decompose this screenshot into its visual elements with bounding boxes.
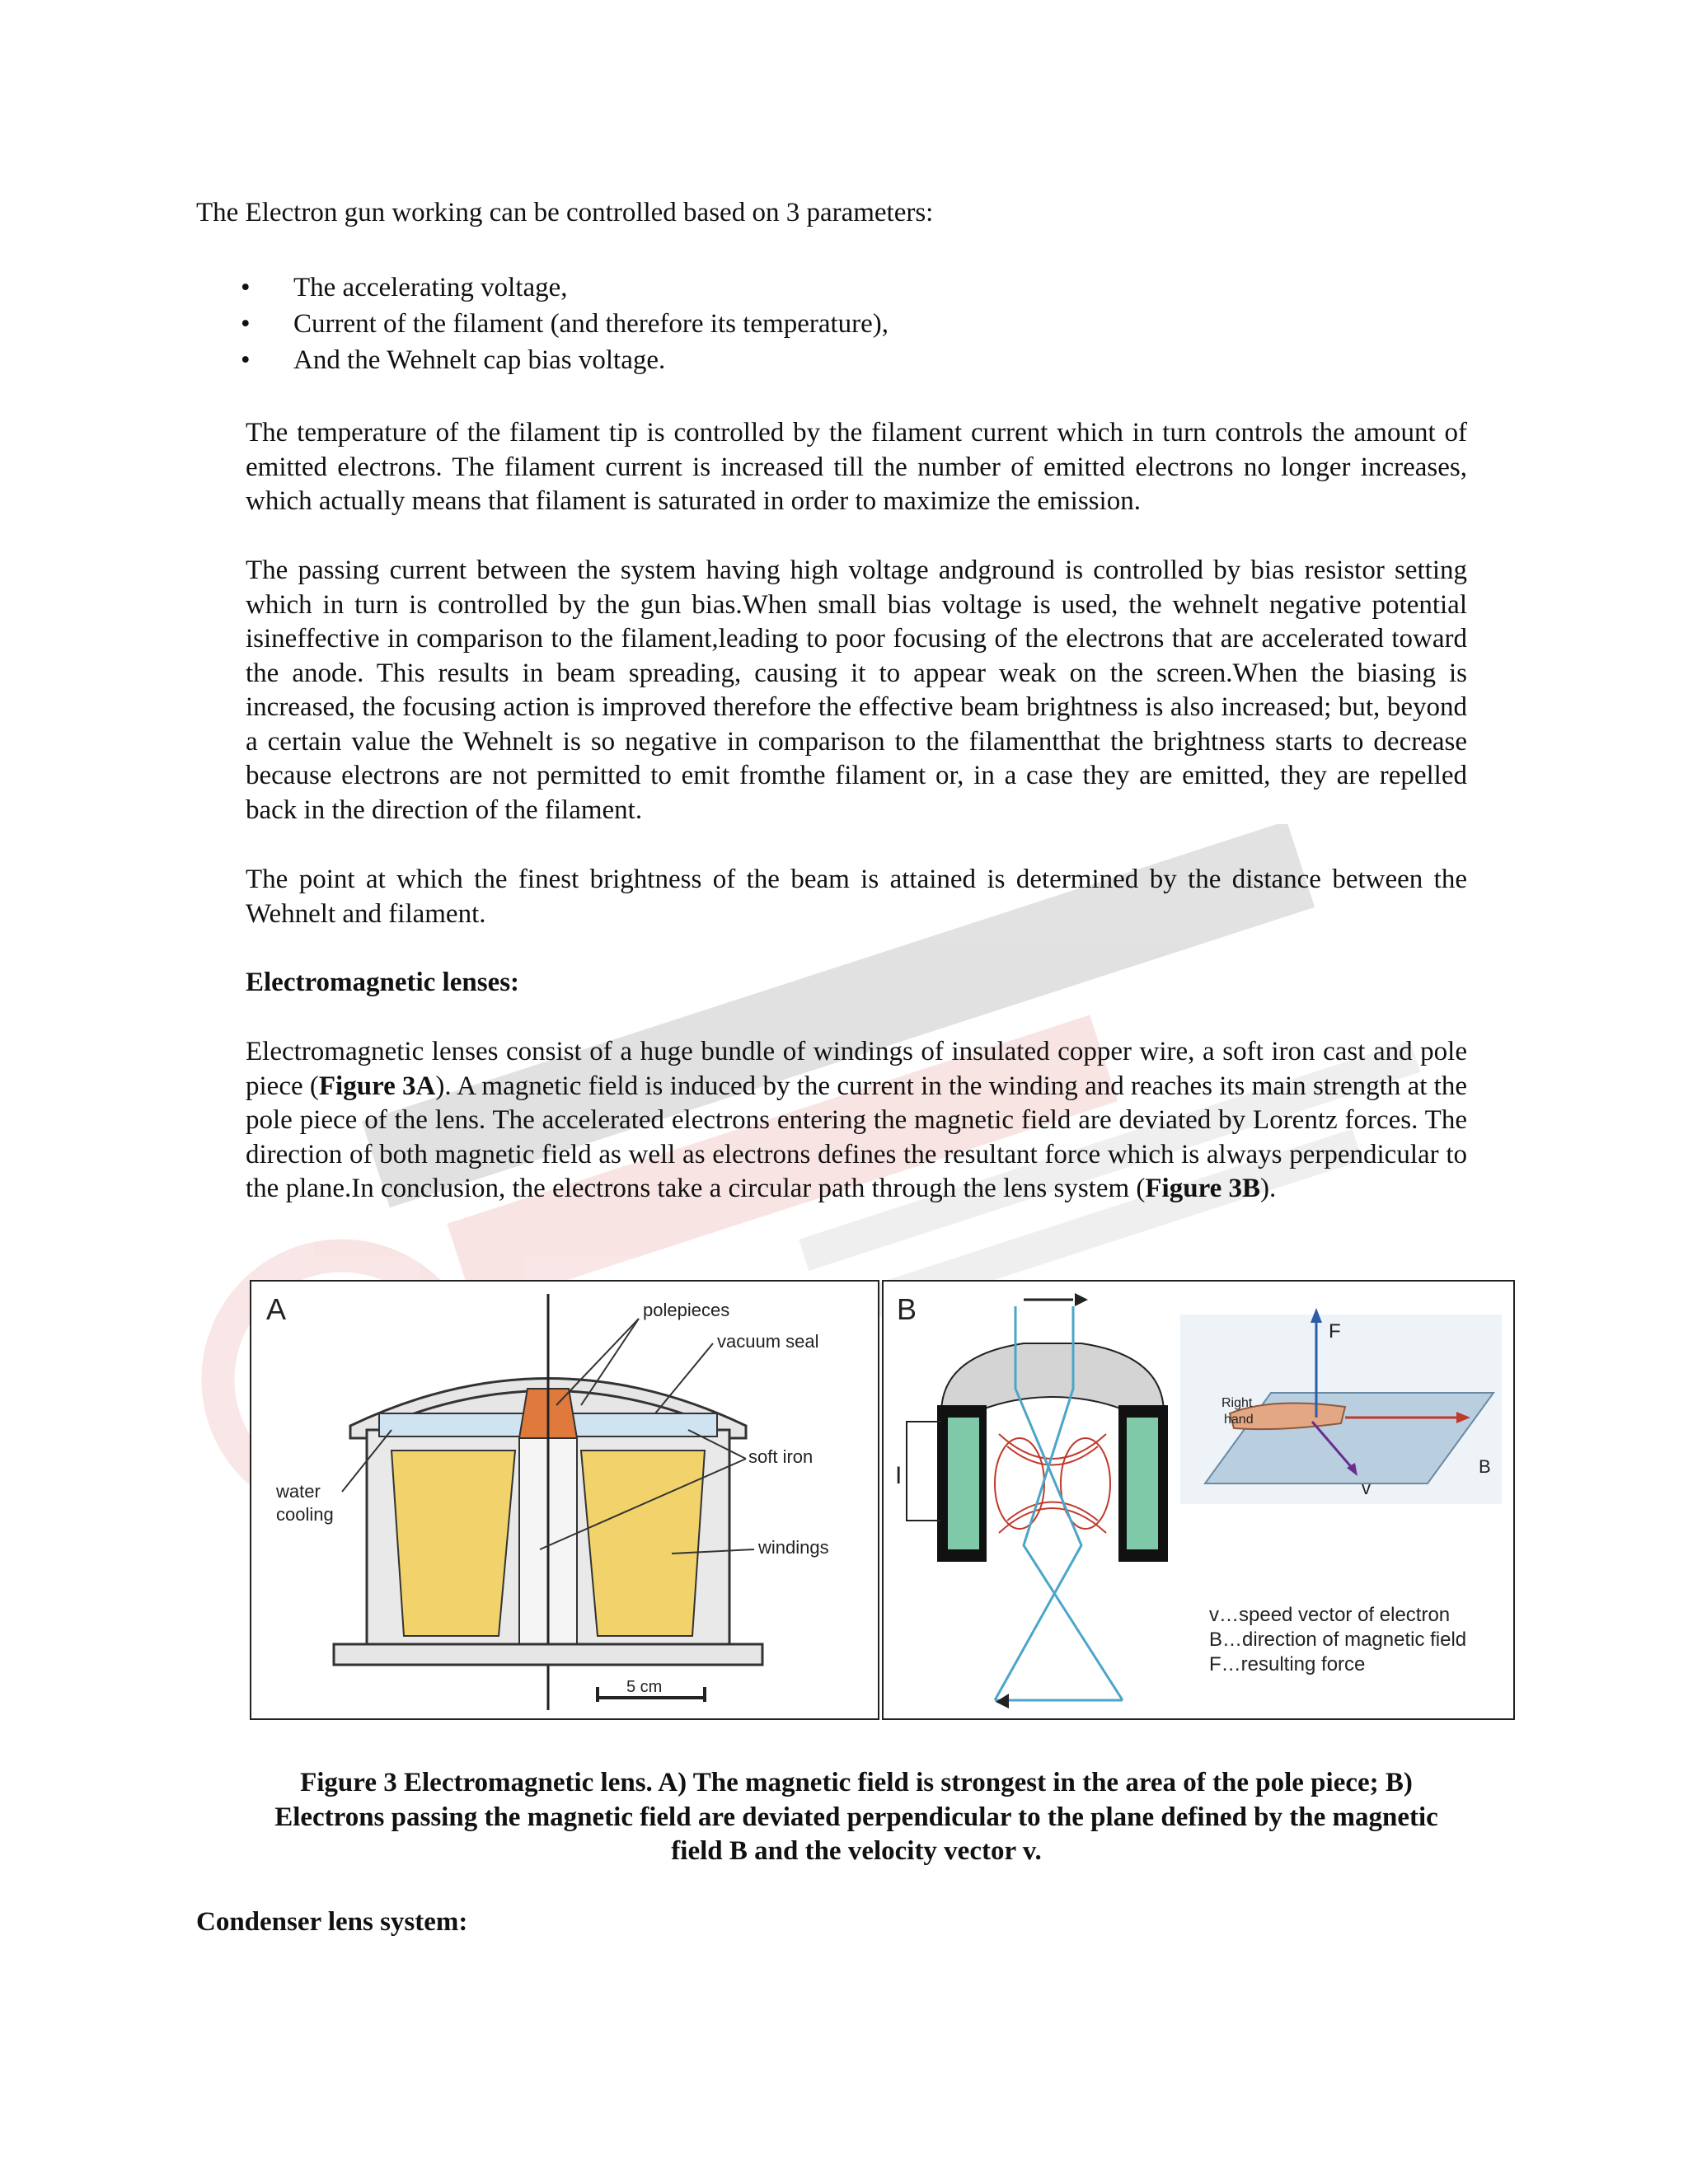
figure-3b — [882, 1280, 1515, 1720]
legend-item-velocity: v…speed vector of electron — [1209, 1604, 1451, 1626]
heading-condenser-lens-system: Condenser lens system: — [196, 1907, 468, 1937]
label-cooling: cooling — [276, 1504, 334, 1525]
current-circuit — [907, 1422, 941, 1521]
intro-text: The Electron gun working can be controlled based on 3 parameters: — [196, 198, 934, 227]
figure-ref-3b: Figure 3B — [1145, 1174, 1261, 1203]
list-item: • The accelerating voltage, — [196, 269, 1432, 306]
windings-right — [581, 1451, 705, 1636]
field-lines — [995, 1434, 1110, 1533]
label-hand: hand — [1224, 1413, 1254, 1427]
coil-left — [948, 1418, 979, 1549]
label-scale: 5 cm — [626, 1678, 663, 1696]
bullet-icon: • — [241, 309, 251, 339]
legend-item-force: F…resulting force — [1209, 1653, 1366, 1675]
figure-caption: Figure 3 Electromagnetic lens. A) The magnetic field is strongest in the area of the pole piece; B) Electrons passing the magnetic field are deviated perpendicular to the plane defined by the magnetic field B and the velocity vector v. — [274, 1768, 1438, 1866]
lens-field-diagram — [884, 1282, 1513, 1718]
windings-left — [392, 1451, 515, 1636]
label-right: Right — [1221, 1396, 1253, 1410]
label-vacuum-seal: vacuum seal — [717, 1331, 819, 1352]
paragraph-electromagnetic-lenses: Electromagnetic lenses consist of a huge bundle of windings of insulated copper wire, a soft iron cast and pole piece (Figure 3A). A magnetic field is induced by the current in the winding and reaches its main strength at the pole piece of the lens. The accelerated electrons entering the magnetic field are deviated by Lorentz forces. The direction of both magnetic field as well as electrons defines the resultant force which is always perpendicular to the plane.In conclusion, the electrons take a circular path through the lens system (Figure 3B). — [246, 1037, 1467, 1203]
bullet-icon: • — [241, 345, 251, 375]
label-velocity: v — [1362, 1478, 1371, 1498]
paragraph-brightness-point: The point at which the finest brightness of the beam is attained is determined by the distance between the Wehnelt and filament. — [246, 865, 1467, 929]
bullet-icon: • — [241, 273, 251, 302]
coil-right — [1127, 1418, 1158, 1549]
label-windings: windings — [758, 1537, 829, 1558]
figure-3a — [250, 1280, 879, 1720]
figure-ref-3a: Figure 3A — [318, 1071, 436, 1101]
legend-item-field: B…direction of magnetic field — [1209, 1629, 1467, 1651]
label-force: F — [1329, 1320, 1341, 1343]
paragraph-filament: The temperature of the filament tip is controlled by the filament current which in turn controls the amount of emitted electrons. The filament current is increased till the number of emitted electrons no longer increases, which actually means that filament is saturated in order to maximize the emission. — [246, 418, 1467, 516]
lens-cross-section — [251, 1282, 878, 1718]
label-water: water — [276, 1481, 321, 1502]
label-current: I — [895, 1462, 903, 1489]
label-polepieces: polepieces — [643, 1300, 730, 1320]
list-item: • And the Wehnelt cap bias voltage. — [196, 342, 1432, 378]
parameter-list — [196, 269, 1432, 378]
label-field: B — [1479, 1456, 1491, 1477]
panel-label-b: B — [897, 1292, 917, 1326]
paragraph-bias: The passing current between the system having high voltage andground is controlled by bias resistor setting which in turn is controlled by the gun bias.When small bias voltage is used, the wehnelt negative potential isineffective in comparison to the filament,leading to poor focusing of the electrons that are accelerated toward the anode. This results in beam spreading, causing it to appear weak on the screen.When the biasing is increased, the focusing action is improved therefore the effective beam brightness is also increased; but, beyond a certain value the Wehnelt is so negative in comparison to the filamentthat the brightness starts to decrease because electrons are not permitted to emit fromthe filament or, in a case they are emitted, they are repelled back in the direction of the filament. — [246, 555, 1467, 825]
panel-label-a: A — [266, 1292, 287, 1326]
list-item: • Current of the filament (and therefore its temperature), — [196, 306, 1432, 342]
heading-electromagnetic-lenses: Electromagnetic lenses: — [246, 968, 520, 997]
label-soft-iron: soft iron — [748, 1446, 814, 1467]
